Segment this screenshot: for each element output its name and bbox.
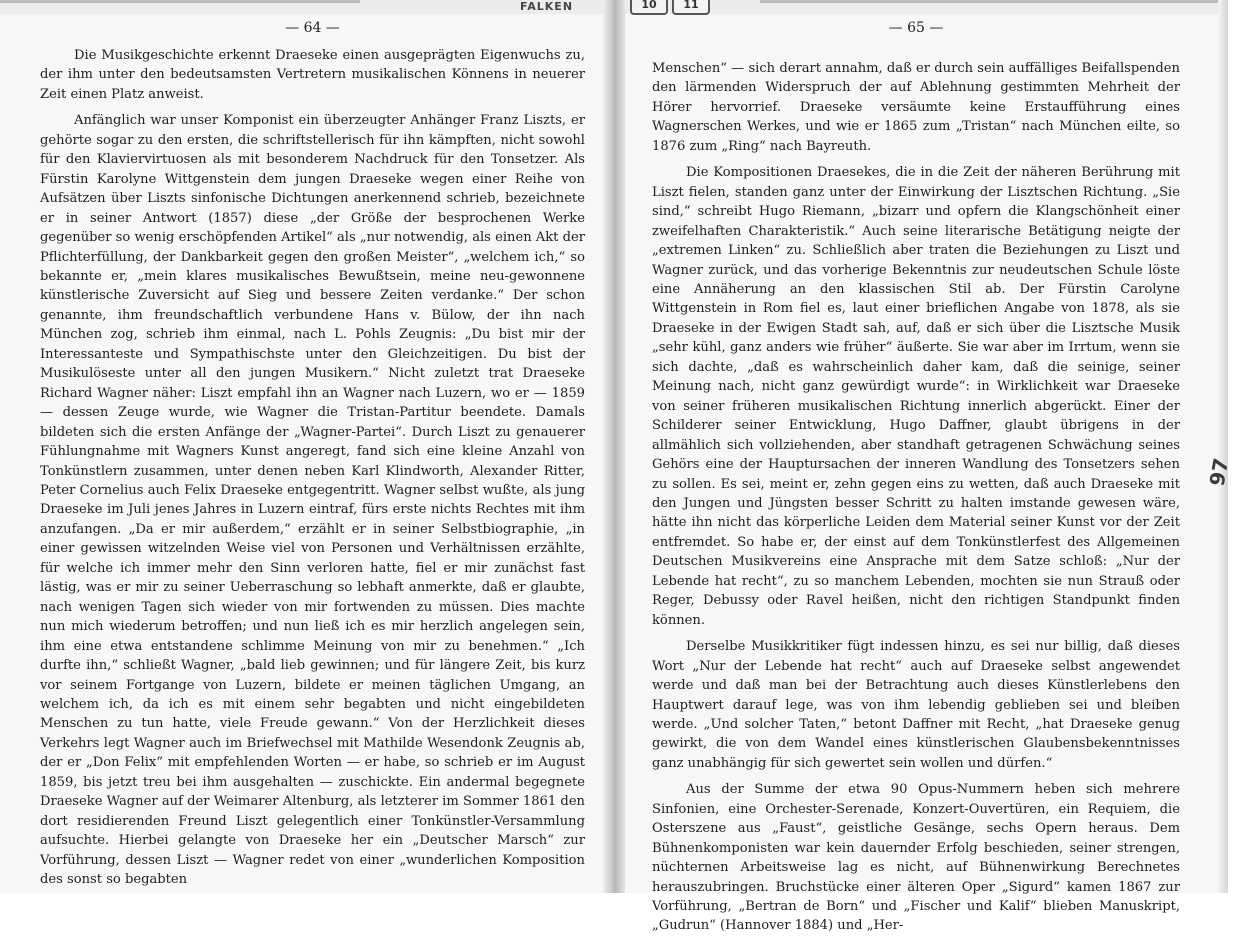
left-page [40, 0, 585, 893]
page-edge [1218, 0, 1228, 893]
right-page [652, 0, 1180, 934]
page-body [40, 46, 585, 889]
page-marker-left: 10 [630, 0, 668, 15]
paragraph: Derselbe Musikkritiker fügt indessen hinzu, es sei nur billig, daß dieses Wort „Nur der Lebende hat recht“ auch auf Draeseke selbst angewendet werde und daß man bei der Betrachtung auch dieses Künstlerlebens den Hauptwert darauf lege, was von ihm lebendig geblieben sei und bleiben werde. „Und solcher Taten,“ betont Daffner mit Recht, „hat Draeseke genug gewirkt, die von dem Wandel eines künstlerischen Glaubensbekenntnisses ganz unabhängig für sich gewertet sein wollen und dürfen.“ [652, 639, 1180, 771]
page-number: — 65 — [888, 20, 944, 36]
page-body [652, 59, 1180, 936]
paragraph: Anfänglich war unser Komponist ein überzeugter Anhänger Franz Liszts, er gehörte sogar zu den ersten, die schriftstellerisch für ihn kämpften, nicht sowohl für den Klaviervirtuosen als mit besonderem Nachdruck für den Tonsetzer. Als Fürstin Karolyne Wittgenstein dem jungen Draeseke wegen einer Reihe von Aufsätzen über Liszts sinfonische Dichtungen anerkennend schrieb, bezeichnete er in seiner Antwort (1857) diese „der Größe der besprochenen Werke gegenüber so wenig erschöpfenden Artikel“ als „nur notwendig, als einen Akt der Pflichterfüllung, der Dankbarkeit gegen den großen Meister“, „welchem ich,“ so bekannte er, „mein klares musikalisches Bewußtsein, meine neu-gewonnene künstlerische Zuversicht auf Sieg und bessere Zeiten verdanke.“ Der schon genannte, ihm freundschaftlich verbundene Hans v. Bülow, der ihn nach München zog, schrieb ihm einmal, nach L. Pohls Zeugnis: „Du bist mir der Interessanteste und Sympathischste unter den Gleichzeitigen. Du bist der Musikulöseste unter all den jungen Musikern.“ Nicht zuletzt trat Draeseke Richard Wagner näher: Liszt empfahl ihn an Wagner nach Luzern, wo er — 1859 — dessen Zeuge wurde, wie Wagner die Tristan-Partitur beendete. Damals bildeten sich die ersten Anfänge der „Wagner-Partei“. Durch Liszt zu genauerer Fühlungnahme mit Wagners Kunst angeregt, fand sich eine kleine Anzahl von Tonkünstlern zusammen, unter denen neben Karl Klindworth, Alexander Ritter, Peter Cornelius auch Felix Draeseke entgegentritt. Wagner selbst wußte, als jung Draeseke im Juli jenes Jahres in Luzern eintraf, fürs erste nichts Rechtes mit ihm anzufangen. „Da er mir außerdem,“ erzählt er in seiner Selbstbiographie, „in einer gewissen witzelnden Weise viel von Personen und Verhältnissen erzählte, für welche ich immer mehr den Sinn verloren hatte, fiel er mir zunächst fast lästig, was er mir zu seiner Ueberraschung so lebhaft anmerkte, daß er glaubte, nach wenigen Tagen sich wieder von mir fortwenden zu müssen. Dies machte nun mich wiederum betroffen; und nun ließ ich es mir herzlich angelegen sein, ihm eine etwa entstandene schlimme Meinung von mir zu benehmen.“ „Ich durfte ihn,“ schließt Wagner, „bald lieb gewinnen; und für längere Zeit, bis kurz vor seinem Fortgange von Luzern, bildete er meinen täglichen Umgang, an welchem ich, da ich es mit einem sehr begabten und nicht eingebildeten Menschen zu tun hatte, viele Freude gewann.“ Von der Herzlichkeit dieses Verkehrs legt Wagner auch im Briefwechsel mit Mathilde Wesendonk Zeugnis ab, der er „Don Felix“ mit empfehlenden Worten — er habe, so schrieb er im August 1859, bis jetzt treu bei ihm ausgehalten — zuschickte. Ein andermal begegnete Draeseke Wagner auf der Weimarer Altenburg, als letzterer im Sommer 1861 den dort residierenden Freund Liszt gelegentlich einer Tonkünstler-Versammlung aufsuchte. Hierbei gelangte von Draeseke her ein „Deutscher Marsch“ zur Vorführung, dessen Liszt — Wagner redet von einer „wunderlichen Komposition des sonst so begabten [40, 113, 585, 888]
page-number: — 64 — [285, 20, 340, 36]
margin-mark: 97 [1204, 456, 1233, 488]
scanner-imprint: FALKEN [520, 0, 574, 13]
paragraph: Die Musikgeschichte erkennt Draeseke einen ausgeprägten Eigenwuchs zu, der ihm unter den bedeutsamsten Vertretern musikalischen Könnens in neuerer Zeit einen Platz anweist. [40, 48, 585, 102]
page-marker-right: 11 [672, 0, 710, 15]
paragraph: Menschen“ — sich derart annahm, daß er durch sein auffälliges Beifallspenden den lärmenden Widerspruch der auf Ablehnung gestimmten Mehrheit der Hörer hervorrief. Draeseke versäumte keine Erstaufführung eines Wagnerschen Werkes, und wie er 1865 zum „Tristan“ nach München eilte, so 1876 zum „Ring“ nach Bayreuth. [652, 61, 1180, 154]
paragraph: Aus der Summe der etwa 90 Opus-Nummern heben sich mehrere Sinfonien, eine Orchester-Serenade, Konzert-Ouvertüren, ein Requiem, die Osterszene aus „Faust“, geistliche Gesänge, sechs Opern heraus. Dem Bühnenkomponisten war kein dauernder Erfolg beschieden, seiner strengen, nüchternen Arbeitsweise lag es nicht, auf Bühnenwirkung Berechnetes herauszubringen. Bruchstücke einer älteren Oper „Sigurd“ kamen 1867 zur Vorführung, „Bertran de Born“ und „Fischer und Kalif“ blieben Manuskript, „Gudrun“ (Hannover 1884) und „Her- [652, 782, 1180, 934]
paragraph: Die Kompositionen Draesekes, die in die Zeit der näheren Berührung mit Liszt fielen, standen ganz unter der Einwirkung der Lisztschen Richtung. „Sie sind,“ schreibt Hugo Riemann, „bizarr und opfern die Klangschönheit einer zweifelhaften Charakteristik.“ Auch seine literarische Betätigung neigte der „extremen Linken“ zu. Schließlich aber traten die Beziehungen zu Liszt und Wagner zurück, und das vorherige Bekenntnis zur neudeutschen Schule löste eine Annäherung an den klassischen Stil ab. Der Fürstin Carolyne Wittgenstein in Rom fiel es, laut einer brieflichen Angabe von 1878, als sie Draeseke in der Ewigen Stadt sah, auf, daß er sich über die Lisztsche Musik „sehr kühl, ganz anders wie früher“ äußerte. Sie war aber im Irrtum, wenn sie sich dachte, „daß es wahrscheinlich daher kam, daß die seinige, seiner Meinung nach, nicht ganz gewürdigt wurde“: in Wirklichkeit war Draeseke von seiner früheren musikalischen Richtung innerlich abgerückt. Einer der Schilderer seiner Entwicklung, Hugo Daffner, glaubt übrigens in der allmählich sich vollziehenden, aber standhaft getragenen Schwächung seines Gehörs eine der Hauptursachen der inneren Wandlung des Tonsetzers sehen zu sollen. Es sei, meint er, zehn gegen eins zu wetten, daß auch Draeseke mit den Jungen und Jüngsten besser Schritt zu halten imstande gewesen wäre, hätte ihn nicht das körperliche Leiden dem Material seiner Kunst vor der Zeit entfremdet. So habe er, der einst auf dem Tonkünstlerfest des Allgemeinen Deutschen Musikvereins eine Ansprache mit dem Satze schloß: „Nur der Lebende hat recht“, zu so manchem Lebenden, mochten sie nun Strauß oder Reger, Debussy oder Ravel heißen, nicht den richtigen Standpunkt finden können. [652, 165, 1180, 628]
book-gutter [603, 0, 625, 893]
